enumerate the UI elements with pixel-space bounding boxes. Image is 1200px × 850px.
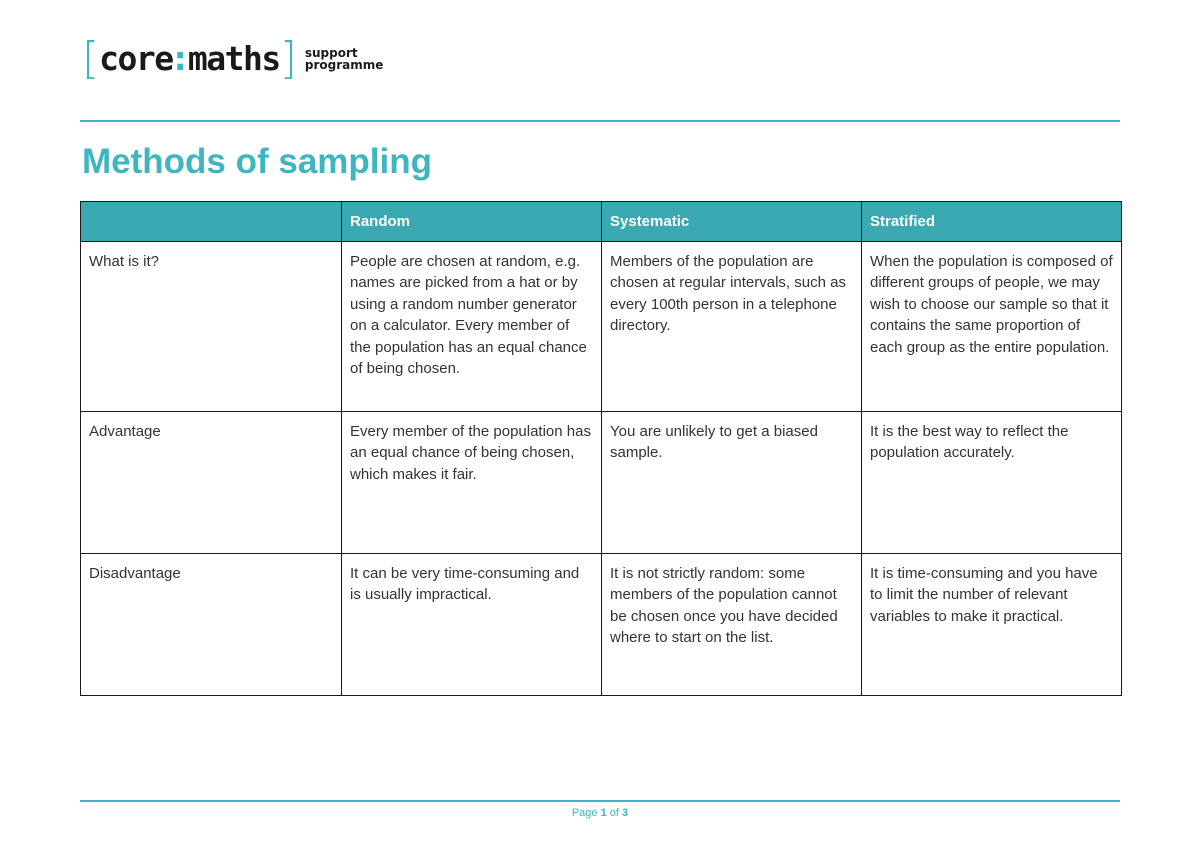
row-label-advantage: Advantage [81, 411, 342, 553]
logo-colon: : [173, 39, 187, 78]
cell-random-advantage: Every member of the population has an equal chance of being chosen, which makes it fair. [342, 411, 602, 553]
cell-stratified-what: When the population is composed of different groups of people, we may wish to choose our sample so that it contains the same proportion of each group as the entire population. [862, 241, 1122, 411]
logo-subtitle [305, 47, 384, 71]
logo-open-bracket: [ [82, 33, 100, 84]
row-label-disadvantage: Disadvantage [81, 553, 342, 695]
of-word: of [609, 807, 619, 819]
header-cell-stratified: Stratified [862, 202, 1122, 242]
table-row-advantage [81, 411, 1122, 553]
sampling-methods-table [80, 201, 1122, 696]
page-title: Methods of sampling [82, 142, 432, 181]
page-word: Page [571, 807, 598, 819]
cell-stratified-advantage: It is the best way to reflect the population accurately. [862, 411, 1122, 553]
header-cell-systematic: Systematic [602, 202, 862, 242]
logo-subtitle-line1: support [304, 46, 358, 60]
core-maths-logo [82, 33, 384, 84]
cell-systematic-disadvantage: It is not strictly random: some members of the population cannot be chosen once you have decided where to start on the list. [602, 553, 862, 695]
logo-close-bracket: ] [279, 33, 297, 84]
logo-subtitle-line2: programme [304, 58, 384, 72]
logo-word-core: core [99, 39, 173, 78]
footer-divider [80, 800, 1120, 802]
table-row-what-is-it [81, 241, 1122, 411]
cell-random-what: People are chosen at random, e.g. names are picked from a hat or by using a random number generator on a calculator. Every member of the population has an equal chance of being chosen. [342, 241, 602, 411]
cell-systematic-what: Members of the population are chosen at regular intervals, such as every 100th person in a telephone directory. [602, 241, 862, 411]
cell-random-disadvantage: It can be very time-consuming and is usually impractical. [342, 553, 602, 695]
current-page-number: 1 [600, 807, 607, 819]
header-cell-random: Random [342, 202, 602, 242]
header-divider [80, 120, 1120, 122]
row-label-what-is-it: What is it? [81, 241, 342, 411]
table-header-row [81, 202, 1122, 242]
page-number [0, 807, 1200, 819]
total-page-count: 3 [622, 807, 629, 819]
logo-word-maths: maths [187, 39, 280, 78]
header-cell-empty [81, 202, 342, 242]
cell-systematic-advantage: You are unlikely to get a biased sample. [602, 411, 862, 553]
cell-stratified-disadvantage: It is time-consuming and you have to limit the number of relevant variables to make it practical. [862, 553, 1122, 695]
table-row-disadvantage [81, 553, 1122, 695]
